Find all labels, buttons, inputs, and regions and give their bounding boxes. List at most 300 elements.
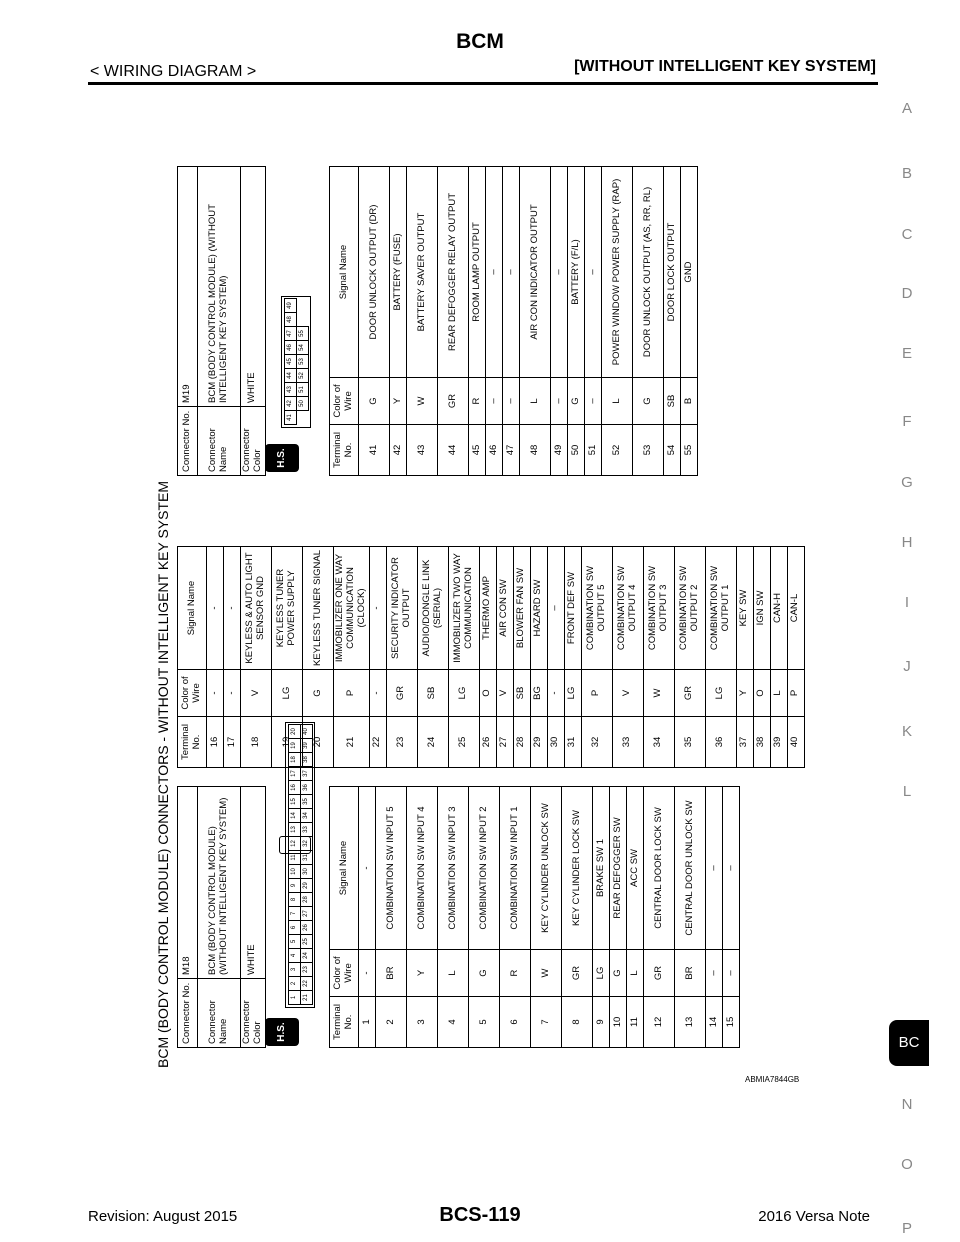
figure-code: ABMIA7844GB <box>745 1075 800 1084</box>
table-row <box>530 547 547 768</box>
connector-pin: 45 <box>284 354 297 369</box>
wire-color: G <box>359 378 390 425</box>
wire-color: G <box>633 378 664 425</box>
terminal-no: 5 <box>469 997 500 1048</box>
table-row <box>643 547 674 768</box>
wire-color: V <box>496 670 513 717</box>
signal-name: - <box>369 547 386 670</box>
signal-name: COMBINATION SW INPUT 1 <box>500 787 531 950</box>
terminal-no: 4 <box>438 997 469 1048</box>
connector-pin: 25 <box>300 934 313 949</box>
terminal-no: 46 <box>486 425 503 476</box>
signal-name: - <box>207 547 224 670</box>
table-row <box>448 547 479 768</box>
connector-pin: 6 <box>288 920 301 935</box>
wire-color: V <box>612 670 643 717</box>
signal-name: – <box>585 167 602 378</box>
terminal-no: 13 <box>675 997 706 1048</box>
connector-pin: 14 <box>288 808 301 823</box>
col-terminal: Terminal No. <box>178 717 207 768</box>
index-letter-l: L <box>902 783 912 800</box>
wire-color: GR <box>674 670 705 717</box>
terminal-no: 43 <box>407 425 438 476</box>
m18-no: M18 <box>178 787 198 979</box>
signal-name: AIR CON INDICATOR OUTPUT <box>520 167 551 378</box>
signal-name: THERMO AMP <box>479 547 496 670</box>
wire-color: L <box>438 950 469 997</box>
table-row <box>633 167 664 476</box>
connector-figure-rotated <box>155 148 830 1068</box>
signal-name: COMBINATION SW INPUT 2 <box>469 787 500 950</box>
col-signal: Signal Name <box>330 167 359 378</box>
table-row <box>334 547 370 768</box>
signal-name: – <box>723 787 740 950</box>
m18-name: BCM (BODY CONTROL MODULE) (WITHOUT INTELLIGENT KEY SYSTEM) <box>198 787 241 979</box>
figure-title: BCM (BODY CONTROL MODULE) CONNECTORS - WITHOUT INTELLIGENT KEY SYSTEM <box>155 480 171 1068</box>
connector-pin: 19 <box>288 738 301 753</box>
connector-pin: 4 <box>288 948 301 963</box>
table-row <box>479 547 496 768</box>
signal-name: BLOWER FAN SW <box>513 547 530 670</box>
wire-color: G <box>303 670 334 717</box>
wire-color: Y <box>390 378 407 425</box>
wire-color: B <box>681 378 698 425</box>
table-row <box>469 167 486 476</box>
terminal-no: 44 <box>438 425 469 476</box>
terminal-no: 39 <box>770 717 787 768</box>
index-letter-b: B <box>901 165 912 182</box>
table-row <box>438 787 469 1048</box>
signal-name: IGN SW <box>753 547 770 670</box>
table-row <box>723 787 740 1048</box>
signal-name: FRONT DEF SW <box>564 547 581 670</box>
index-letter-g: G <box>901 474 913 491</box>
wire-color: L <box>770 670 787 717</box>
terminal-no: 7 <box>531 997 562 1048</box>
terminal-no: 20 <box>303 717 334 768</box>
col-signal: Signal Name <box>330 787 359 950</box>
terminal-no: 48 <box>520 425 551 476</box>
connector-pin: 42 <box>284 396 297 411</box>
terminal-no: 10 <box>610 997 627 1048</box>
connector-pin: 30 <box>300 864 313 879</box>
signal-name: – <box>503 167 520 378</box>
terminal-no: 47 <box>503 425 520 476</box>
table-row <box>390 167 407 476</box>
wire-color: W <box>531 950 562 997</box>
connector-pin: 17 <box>288 766 301 781</box>
terminal-no: 55 <box>681 425 698 476</box>
connector-pin: 28 <box>300 892 313 907</box>
signal-name: COMBINATION SW OUTPUT 5 <box>581 547 612 670</box>
signal-name: IMMOBILIZER ONE WAY COMMUNICATION (CLOCK) <box>334 547 370 670</box>
connector-pin: 20 <box>288 724 301 739</box>
terminal-no: 22 <box>369 717 386 768</box>
wire-color: GR <box>386 670 417 717</box>
index-letter-d: D <box>901 285 913 302</box>
signal-name: BATTERY (FUSE) <box>390 167 407 378</box>
col-color: Color of Wire <box>330 378 359 425</box>
wire-color: BG <box>530 670 547 717</box>
index-letter-j: J <box>903 658 911 675</box>
signal-name: HAZARD SW <box>530 547 547 670</box>
table-row <box>359 787 376 1048</box>
m19-no: M19 <box>178 167 198 407</box>
connector-pin: 34 <box>300 808 313 823</box>
table-row <box>407 787 438 1048</box>
table-row <box>787 547 804 768</box>
wire-color: W <box>407 378 438 425</box>
table-row <box>593 787 610 1048</box>
connector-pin: 47 <box>284 326 297 341</box>
m19-connector-face <box>281 296 311 428</box>
index-letter-e: E <box>901 345 912 362</box>
table-row <box>705 547 736 768</box>
wire-color: G <box>568 378 585 425</box>
terminal-no: 49 <box>551 425 568 476</box>
table-row <box>610 787 627 1048</box>
table-row <box>376 787 407 1048</box>
wire-color: G <box>469 950 500 997</box>
table-row <box>486 167 503 476</box>
wire-color: W <box>643 670 674 717</box>
table-row <box>644 787 675 1048</box>
connector-pin: 27 <box>300 906 313 921</box>
terminal-no: 33 <box>612 717 643 768</box>
signal-name: SECURITY INDICATOR OUTPUT <box>386 547 417 670</box>
col-signal: Signal Name <box>178 547 207 670</box>
connector-pin: 50 <box>296 396 309 411</box>
table-row <box>568 167 585 476</box>
signal-name: BATTERY (F/L) <box>568 167 585 378</box>
table-row <box>564 547 581 768</box>
m18-color: WHITE <box>241 787 266 979</box>
label-connector-color: Connector Color <box>241 407 266 476</box>
terminal-no: 50 <box>568 425 585 476</box>
wire-color: SB <box>417 670 448 717</box>
m18-terminal-table-2 <box>177 546 805 768</box>
connector-pin: 31 <box>300 850 313 865</box>
wire-color: R <box>469 378 486 425</box>
table-row <box>359 167 390 476</box>
wire-color: – <box>486 378 503 425</box>
wire-color: G <box>610 950 627 997</box>
terminal-no: 40 <box>787 717 804 768</box>
connector-pin: 44 <box>284 368 297 383</box>
wire-color: Y <box>736 670 753 717</box>
connector-pin: 18 <box>288 752 301 767</box>
signal-name: – <box>551 167 568 378</box>
wire-color: V <box>241 670 272 717</box>
signal-name: REAR DEFOGGER RELAY OUTPUT <box>438 167 469 378</box>
connector-pin: 37 <box>300 766 313 781</box>
wire-color: L <box>627 950 644 997</box>
connector-pin: 13 <box>288 822 301 837</box>
connector-pin: 21 <box>300 990 313 1005</box>
wire-color: GR <box>438 378 469 425</box>
signal-name: COMBINATION SW OUTPUT 4 <box>612 547 643 670</box>
system-label: [WITHOUT INTELLIGENT KEY SYSTEM] <box>574 58 876 75</box>
m19-color: WHITE <box>241 167 266 407</box>
index-letter-c: C <box>901 226 913 243</box>
connector-pin: 22 <box>300 976 313 991</box>
table-row <box>496 547 513 768</box>
terminal-no: 25 <box>448 717 479 768</box>
signal-name: KEYLESS TUNER SIGNAL <box>303 547 334 670</box>
signal-name: – <box>547 547 564 670</box>
signal-name: ACC SW <box>627 787 644 950</box>
wire-color: BR <box>675 950 706 997</box>
terminal-no: 37 <box>736 717 753 768</box>
table-row <box>303 547 334 768</box>
table-row <box>753 547 770 768</box>
terminal-no: 11 <box>627 997 644 1048</box>
connector-pin: 3 <box>288 962 301 977</box>
footer-revision: Revision: August 2015 <box>88 1208 238 1225</box>
signal-name: KEY SW <box>736 547 753 670</box>
m18-terminal-table-1 <box>329 786 740 1048</box>
m19-pin-row-bottom <box>296 299 308 411</box>
wire-color: LG <box>272 670 303 717</box>
signal-name: – <box>486 167 503 378</box>
terminal-no: 6 <box>500 997 531 1048</box>
terminal-no: 19 <box>272 717 303 768</box>
table-row <box>503 167 520 476</box>
terminal-no: 31 <box>564 717 581 768</box>
wire-color: GR <box>644 950 675 997</box>
table-row <box>706 787 723 1048</box>
terminal-no: 35 <box>674 717 705 768</box>
terminal-no: 16 <box>207 717 224 768</box>
index-letter-i: I <box>904 594 910 611</box>
col-terminal: Terminal No. <box>330 425 359 476</box>
signal-name: KEYLESS & AUTO LIGHT SENSOR GND <box>241 547 272 670</box>
wire-color: LG <box>593 950 610 997</box>
terminal-no: 24 <box>417 717 448 768</box>
signal-name: COMBINATION SW INPUT 3 <box>438 787 469 950</box>
terminal-no: 2 <box>376 997 407 1048</box>
connector-pin: 10 <box>288 864 301 879</box>
terminal-no: 1 <box>359 997 376 1048</box>
wire-color: GR <box>562 950 593 997</box>
connector-pin: 16 <box>288 780 301 795</box>
index-letter-f: F <box>902 413 912 430</box>
terminal-no: 36 <box>705 717 736 768</box>
terminal-no: 34 <box>643 717 674 768</box>
terminal-no: 52 <box>602 425 633 476</box>
label-connector-no: Connector No. <box>178 979 198 1048</box>
terminal-no: 26 <box>479 717 496 768</box>
connector-pin: 49 <box>284 298 297 313</box>
connector-pin: 52 <box>296 368 309 383</box>
signal-name: COMBINATION SW OUTPUT 1 <box>705 547 736 670</box>
table-row <box>562 787 593 1048</box>
signal-name: - <box>224 547 241 670</box>
terminal-no: 30 <box>547 717 564 768</box>
connector-pin: 7 <box>288 906 301 921</box>
connector-pin: 29 <box>300 878 313 893</box>
wire-color: - <box>547 670 564 717</box>
label-connector-color: Connector Color <box>241 979 266 1048</box>
signal-name: GND <box>681 167 698 378</box>
index-letter-n: N <box>901 1096 913 1113</box>
table-row <box>520 167 551 476</box>
wire-color: SB <box>664 378 681 425</box>
wire-color: – <box>585 378 602 425</box>
header-rule <box>88 82 878 85</box>
table-row <box>674 547 705 768</box>
signal-name: COMBINATION SW OUTPUT 3 <box>643 547 674 670</box>
terminal-no: 45 <box>469 425 486 476</box>
index-letter-h: H <box>901 534 913 551</box>
connector-pin: 32 <box>300 836 313 851</box>
signal-name: COMBINATION SW OUTPUT 2 <box>674 547 705 670</box>
connector-pin: 48 <box>284 312 297 327</box>
table-row <box>272 547 303 768</box>
table-row <box>386 547 417 768</box>
index-letter-a: A <box>901 100 912 117</box>
signal-name: KEYLESS TUNER POWER SUPPLY <box>272 547 303 670</box>
wire-color: – <box>723 950 740 997</box>
section-label: < WIRING DIAGRAM > <box>90 63 257 80</box>
signal-name: CAN-H <box>770 547 787 670</box>
table-row <box>407 167 438 476</box>
terminal-no: 9 <box>593 997 610 1048</box>
col-color: Color of Wire <box>178 670 207 717</box>
table-row <box>581 547 612 768</box>
table-row <box>551 167 568 476</box>
wire-color: O <box>479 670 496 717</box>
connector-pin: 39 <box>300 738 313 753</box>
wire-color: R <box>500 950 531 997</box>
connector-pin: 24 <box>300 948 313 963</box>
terminal-no: 42 <box>390 425 407 476</box>
table-row <box>417 547 448 768</box>
connector-pin: 2 <box>288 976 301 991</box>
terminal-no: 15 <box>723 997 740 1048</box>
table-row <box>627 787 644 1048</box>
terminal-no: 38 <box>753 717 770 768</box>
signal-name: BRAKE SW 1 <box>593 787 610 950</box>
connector-pin: 40 <box>300 724 313 739</box>
table-row <box>664 167 681 476</box>
connector-key-icon <box>279 836 311 854</box>
connector-pin: 46 <box>284 340 297 355</box>
wire-color: LG <box>705 670 736 717</box>
terminal-no: 54 <box>664 425 681 476</box>
terminal-no: 51 <box>585 425 602 476</box>
signal-name: KEY CYLINDER LOCK SW <box>562 787 593 950</box>
signal-name: COMBINATION SW INPUT 4 <box>407 787 438 950</box>
table-row <box>369 547 386 768</box>
index-letter-p: P <box>901 1220 912 1237</box>
connector-pin: 54 <box>296 340 309 355</box>
signal-name: CENTRAL DOOR UNLOCK SW <box>675 787 706 950</box>
signal-name: AIR CON SW <box>496 547 513 670</box>
terminal-no: 41 <box>359 425 390 476</box>
connector-pin: 11 <box>288 850 301 865</box>
terminal-no: 3 <box>407 997 438 1048</box>
connector-figure <box>155 148 830 1068</box>
col-terminal: Terminal No. <box>330 997 359 1048</box>
connector-pin: 12 <box>288 836 301 851</box>
page-number: BCS-119 <box>439 1204 521 1226</box>
terminal-no: 32 <box>581 717 612 768</box>
m19-terminal-table <box>329 166 698 476</box>
terminal-no: 28 <box>513 717 530 768</box>
wire-color: - <box>207 670 224 717</box>
wire-color: – <box>551 378 568 425</box>
table-row <box>612 547 643 768</box>
connector-pin: 55 <box>296 326 309 341</box>
table-row <box>770 547 787 768</box>
table-row <box>438 167 469 476</box>
connector-pin: 53 <box>296 354 309 369</box>
terminal-no: 53 <box>633 425 664 476</box>
hs-icon: H.S. <box>265 444 299 472</box>
connector-pin: 23 <box>300 962 313 977</box>
connector-pin: 8 <box>288 892 301 907</box>
wire-color: Y <box>407 950 438 997</box>
connector-pin: 43 <box>284 382 297 397</box>
connector-pin: 33 <box>300 822 313 837</box>
index-letter-k: K <box>901 723 912 740</box>
signal-name: CENTRAL DOOR LOCK SW <box>644 787 675 950</box>
m19-pin-row-top <box>284 299 296 425</box>
terminal-no: 8 <box>562 997 593 1048</box>
connector-pin: 51 <box>296 382 309 397</box>
terminal-no: 17 <box>224 717 241 768</box>
terminal-no: 23 <box>386 717 417 768</box>
label-connector-name: Connector Name <box>198 407 241 476</box>
signal-name: POWER WINDOW POWER SUPPLY (RAP) <box>602 167 633 378</box>
connector-pin: 41 <box>284 410 297 425</box>
hs-icon: H.S. <box>265 1018 299 1046</box>
table-row <box>547 547 564 768</box>
table-row <box>681 167 698 476</box>
wire-color: L <box>520 378 551 425</box>
index-letter-bc: BC <box>889 1020 929 1066</box>
signal-name: KEY CYLINDER UNLOCK SW <box>531 787 562 950</box>
wire-color: – <box>503 378 520 425</box>
connector-pin: 36 <box>300 780 313 795</box>
signal-name: ROOM LAMP OUTPUT <box>469 167 486 378</box>
col-color: Color of Wire <box>330 950 359 997</box>
table-row <box>513 547 530 768</box>
signal-name: REAR DEFOGGER SW <box>610 787 627 950</box>
connector-pin: 1 <box>288 990 301 1005</box>
terminal-no: 27 <box>496 717 513 768</box>
table-row <box>500 787 531 1048</box>
table-row <box>531 787 562 1048</box>
wire-color: LG <box>564 670 581 717</box>
label-connector-no: Connector No. <box>178 407 198 476</box>
m19-info-table <box>177 166 266 476</box>
connector-pin: 15 <box>288 794 301 809</box>
connector-pin: 5 <box>288 934 301 949</box>
table-row <box>241 547 272 768</box>
connector-pin: 38 <box>300 752 313 767</box>
table-row <box>602 167 633 476</box>
wire-color: LG <box>448 670 479 717</box>
signal-name: DOOR LOCK OUTPUT <box>664 167 681 378</box>
table-row <box>207 547 224 768</box>
signal-name: COMBINATION SW INPUT 5 <box>376 787 407 950</box>
footer-model: 2016 Versa Note <box>758 1208 870 1225</box>
signal-name: IMMOBILIZER TWO WAY COMMUNICATION <box>448 547 479 670</box>
connector-pin: 9 <box>288 878 301 893</box>
table-row <box>585 167 602 476</box>
